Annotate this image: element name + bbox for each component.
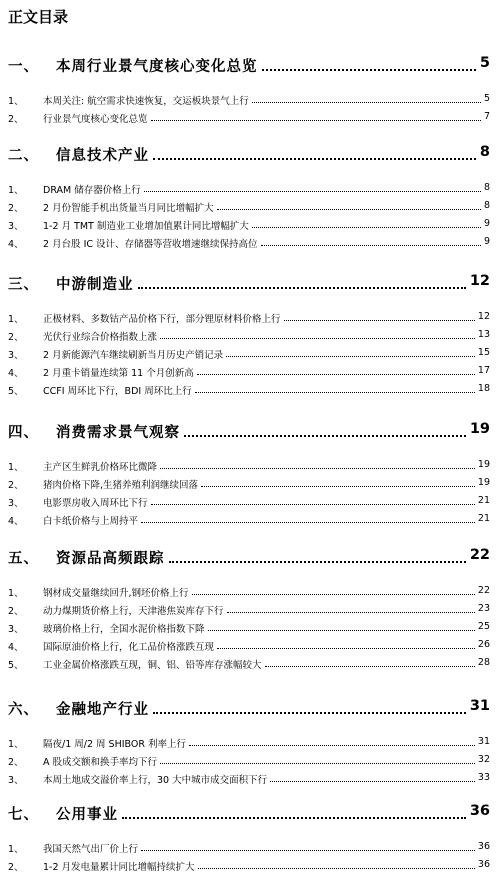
dot-leader	[226, 356, 475, 357]
item-page-number: 8	[483, 182, 490, 193]
item-number: 2、	[8, 114, 24, 125]
section-title[interactable]: 金融地产行业	[56, 702, 149, 718]
toc-item-row[interactable]	[0, 93, 500, 107]
item-number: 2、	[8, 332, 24, 343]
dot-leader	[160, 338, 475, 339]
item-page-number: 7	[483, 111, 490, 122]
item-number: 1、	[8, 96, 24, 107]
section-page-number: 22	[469, 547, 490, 563]
toc-section-row[interactable]	[0, 144, 500, 166]
dot-leader	[284, 320, 475, 321]
item-title[interactable]: 2 月新能源汽车继续刷新当月历史产销记录	[43, 350, 224, 361]
item-title[interactable]: 白卡纸价格与上周持平	[43, 516, 139, 527]
item-title[interactable]: 猪肉价格下降,生猪养殖利润继续回落	[43, 480, 199, 491]
item-number: 1、	[8, 588, 24, 599]
toc-item-row[interactable]	[0, 383, 500, 397]
dot-leader	[261, 245, 481, 246]
dot-leader	[160, 763, 475, 764]
toc-title: 正文目录	[8, 8, 69, 26]
item-number: 3、	[8, 498, 24, 509]
toc-item-row[interactable]	[0, 236, 500, 250]
item-title[interactable]: 本周土地成交溢价率上行，30 大中城市成交面积下行	[43, 775, 268, 786]
dot-leader	[265, 666, 475, 667]
dot-leader	[144, 191, 481, 192]
item-title[interactable]: 工业金属价格涨跌互现，铜、铝、铅等库存涨幅较大	[43, 660, 262, 671]
item-title[interactable]: 光伏行业综合价格指数上涨	[43, 332, 158, 343]
item-page-number: 21	[477, 495, 490, 506]
dot-leader	[141, 522, 475, 523]
item-title[interactable]: 电影票房收入周环比下行	[43, 498, 148, 509]
dot-leader	[198, 868, 475, 869]
item-page-number: 13	[477, 329, 490, 340]
item-title[interactable]: 玻璃价格上行，全国水泥价格指数下降	[43, 624, 205, 635]
section-title[interactable]: 本周行业景气度核心变化总览	[56, 59, 258, 75]
section-number: 七、	[8, 807, 39, 823]
section-number: 一、	[8, 59, 39, 75]
toc-item-row[interactable]	[0, 772, 500, 786]
section-number: 三、	[8, 277, 39, 293]
toc-item-row[interactable]	[0, 585, 500, 599]
item-number: 2、	[8, 606, 24, 617]
toc-item-row[interactable]	[0, 459, 500, 473]
item-title[interactable]: 主产区生鲜乳价格环比微降	[43, 462, 158, 473]
item-title[interactable]: 2 月重卡销量连续第 11 个月创新高	[43, 368, 194, 379]
toc-item-row[interactable]	[0, 639, 500, 653]
dot-leader	[184, 435, 466, 437]
dot-leader	[151, 120, 481, 121]
toc-item-row[interactable]	[0, 603, 500, 617]
toc-item-row[interactable]	[0, 311, 500, 325]
item-number: 2、	[8, 480, 24, 491]
toc-section-row[interactable]	[0, 547, 500, 569]
section-number: 六、	[8, 702, 39, 718]
item-number: 2、	[8, 203, 24, 214]
section-title[interactable]: 消费需求景气观察	[56, 425, 180, 441]
dot-leader	[217, 648, 475, 649]
toc-item-row[interactable]	[0, 218, 500, 232]
item-page-number: 9	[483, 236, 490, 247]
item-number: 2、	[8, 862, 24, 873]
section-page-number: 31	[469, 698, 490, 714]
item-page-number: 23	[477, 603, 490, 614]
toc-section-row[interactable]	[0, 55, 500, 77]
toc-item-row[interactable]	[0, 657, 500, 671]
item-page-number: 26	[477, 639, 490, 650]
section-page-number: 12	[469, 273, 490, 289]
item-title[interactable]: 2 月份智能手机出货量当月同比增幅扩大	[43, 203, 214, 214]
dot-leader	[201, 486, 475, 487]
item-page-number: 36	[477, 841, 490, 852]
item-title[interactable]: A 股成交额和换手率均下行	[43, 757, 158, 768]
item-page-number: 15	[477, 347, 490, 358]
item-number: 1、	[8, 739, 24, 750]
item-number: 1、	[8, 314, 24, 325]
toc-section-row[interactable]	[0, 421, 500, 443]
item-number: 4、	[8, 239, 24, 250]
dot-leader	[197, 374, 475, 375]
item-number: 5、	[8, 660, 24, 671]
item-page-number: 32	[477, 754, 490, 765]
dot-leader	[252, 227, 481, 228]
toc-item-row[interactable]	[0, 736, 500, 750]
item-page-number: 9	[483, 218, 490, 229]
toc-item-row[interactable]	[0, 621, 500, 635]
item-page-number: 31	[477, 736, 490, 747]
dot-leader	[262, 69, 476, 71]
section-title[interactable]: 资源品高频跟踪	[56, 551, 165, 567]
item-page-number: 28	[477, 657, 490, 668]
item-title[interactable]: 动力煤期货价格上行，天津港焦炭库存下行	[43, 606, 224, 617]
item-page-number: 17	[477, 365, 490, 376]
toc-item-row[interactable]	[0, 111, 500, 125]
dot-leader	[169, 561, 466, 563]
item-title[interactable]: 我国天然气出厂价上行	[43, 844, 139, 855]
item-title[interactable]: DRAM 储存器价格上行	[43, 185, 141, 196]
item-title[interactable]: 正极材料、多数钴产品价格下行，部分锂原材料价格上行	[43, 314, 281, 325]
item-number: 5、	[8, 386, 24, 397]
section-page-number: 8	[479, 144, 490, 160]
item-title[interactable]: 本周关注: 航空需求快速恢复，交运板块景气上行	[43, 96, 249, 107]
dot-leader	[122, 817, 466, 819]
item-number: 1、	[8, 844, 24, 855]
item-page-number: 18	[477, 383, 490, 394]
toc-item-row[interactable]	[0, 347, 500, 361]
section-title[interactable]: 信息技术产业	[56, 148, 149, 164]
dot-leader	[138, 287, 466, 289]
toc-item-row[interactable]	[0, 200, 500, 214]
dot-leader	[141, 850, 475, 851]
item-number: 4、	[8, 368, 24, 379]
item-page-number: 5	[483, 93, 490, 104]
item-page-number: 8	[483, 200, 490, 211]
item-page-number: 21	[477, 513, 490, 524]
item-number: 2、	[8, 757, 24, 768]
item-page-number: 19	[477, 459, 490, 470]
dot-leader	[217, 209, 481, 210]
dot-leader	[195, 392, 475, 393]
dot-leader	[252, 102, 481, 103]
toc-item-row[interactable]	[0, 513, 500, 527]
toc-item-row[interactable]	[0, 495, 500, 509]
section-page-number: 36	[469, 803, 490, 819]
item-number: 3、	[8, 775, 24, 786]
item-title[interactable]: 国际原油价格上行，化工品价格涨跌互现	[43, 642, 215, 653]
dot-leader	[153, 158, 476, 160]
item-page-number: 12	[477, 311, 490, 322]
item-title[interactable]: 钢材成交量继续回升,钢坯价格上行	[43, 588, 189, 599]
toc-item-row[interactable]	[0, 182, 500, 196]
dot-leader	[227, 612, 475, 613]
item-number: 3、	[8, 624, 24, 635]
toc-item-row[interactable]	[0, 477, 500, 491]
dot-leader	[208, 630, 475, 631]
dot-leader	[153, 712, 466, 714]
section-page-number: 19	[469, 421, 490, 437]
item-title[interactable]: 隔夜/1 周/2 周 SHIBOR 利率上行	[43, 739, 186, 750]
item-number: 1、	[8, 185, 24, 196]
dot-leader	[151, 504, 475, 505]
toc-section-row[interactable]	[0, 698, 500, 720]
toc-item-row[interactable]	[0, 859, 500, 873]
item-title[interactable]: 行业景气度核心变化总览	[43, 114, 148, 125]
section-title[interactable]: 公用事业	[56, 807, 118, 823]
item-page-number: 19	[477, 477, 490, 488]
item-page-number: 33	[477, 772, 490, 783]
toc-item-row[interactable]	[0, 365, 500, 379]
item-page-number: 36	[477, 859, 490, 870]
item-number: 1、	[8, 462, 24, 473]
dot-leader	[189, 745, 475, 746]
item-number: 3、	[8, 350, 24, 361]
toc-item-row[interactable]	[0, 841, 500, 855]
item-page-number: 22	[477, 585, 490, 596]
section-number: 二、	[8, 148, 39, 164]
toc-item-row[interactable]	[0, 754, 500, 768]
toc-item-row[interactable]	[0, 329, 500, 343]
section-number: 五、	[8, 551, 39, 567]
item-number: 4、	[8, 516, 24, 527]
item-title[interactable]: 1-2 月发电量累计同比增幅持续扩大	[43, 862, 195, 873]
item-number: 4、	[8, 642, 24, 653]
item-title[interactable]: 2 月台股 IC 设计、存储器等营收增速继续保持高位	[43, 239, 258, 250]
item-title[interactable]: CCFI 周环比下行，BDI 周环比上行	[43, 386, 192, 397]
item-title[interactable]: 1-2 月 TMT 制造业工业增加值累计同比增幅扩大	[43, 221, 249, 232]
toc-section-row[interactable]	[0, 273, 500, 295]
item-number: 3、	[8, 221, 24, 232]
item-page-number: 25	[477, 621, 490, 632]
section-number: 四、	[8, 425, 39, 441]
toc-section-row[interactable]	[0, 803, 500, 825]
section-page-number: 5	[479, 55, 490, 71]
dot-leader	[160, 468, 475, 469]
dot-leader	[192, 594, 475, 595]
section-title[interactable]: 中游制造业	[56, 277, 134, 293]
dot-leader	[270, 781, 475, 782]
